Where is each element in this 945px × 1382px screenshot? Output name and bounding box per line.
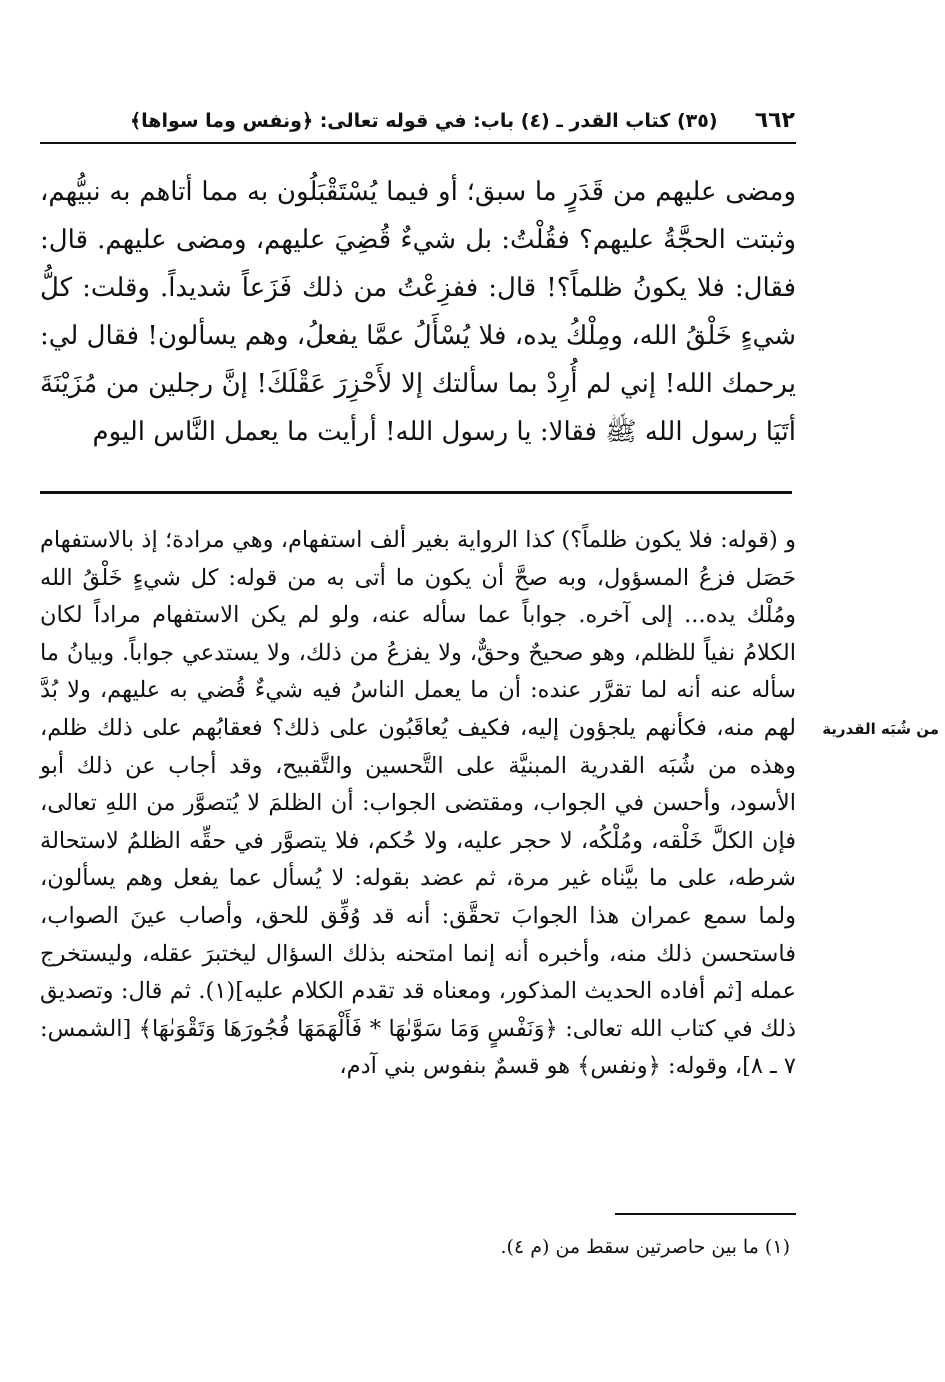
chapter-title: (٣٥) كتاب القدر ـ (٤) باب: في قوله تعالى: ﴿ونفس وما سواها﴾	[130, 110, 718, 132]
running-header	[130, 100, 795, 140]
margin-note: من شُبَه القدرية	[822, 720, 939, 738]
footnote-rule	[615, 1213, 796, 1215]
commentary-text: و (قوله: فلا يكون ظلماً؟) كذا الرواية بغير ألف استفهام، وهي مرادة؛ إذ بالاستفهام حَصَل فزعُ المسؤول، وبه صحَّ أن يكون ما أتى به من قوله: كل شيءٍ خَلْقُ الله ومُلْك يده... إلى آخره. جواباً عما سأله عنه، ولو لم يكن الاستفهام مراداً لكان الكلامُ نفياً للظلم، وهو صحيحٌ وحقٌّ، ولا يفزعُ من ذلك، ولا يستدعي جواباً. وبيانُ ما سأله عنه أنه لما تقرَّر عنده: أن ما يعمل الناسُ فيه شيءٌ قُضي به عليهم، ولا بُدَّ لهم منه، فكأنهم يلجؤون إليه، فكيف يُعاقَبُون على ذلك؟ فعقابُهم على ذلك ظلم، وهذه من شُبَه القدرية المبنيَّة على التَّحسين والتَّقبيح، وقد أجاب عن ذلك أبو الأسود، وأحسن في الجواب، ومقتضى الجواب: أن الظلمَ لا يُتصوَّر من اللهِ تعالى، فإن الكلَّ خَلْقه، ومُلْكُه، لا حجر عليه، ولا حُكم، فلا يتصوَّر في حقِّه الظلمُ لاستحالة شرطه، على ما بيَّناه غير مرة، ثم عضد بقوله: لا يُسأل عما يفعل وهم يسألون، ولما سمع عمران هذا الجوابَ تحقَّق: أنه قد وُفِّق للحق، وأصاب عينَ الصواب، فاستحسن ذلك منه، وأخبره أنه إنما امتحنه بذلك السؤال ليختبرَ عقله، وليستخرج عمله [ثم أفاده الحديث المذكور، ومعناه قد تقدم الكلام عليه](١). ثم قال: وتصديق ذلك في كتاب الله تعالى: ﴿وَنَفْسٍ وَمَا سَوَّىٰهَا * فَأَلْهَمَهَا فُجُورَهَا وَتَقْوَىٰهَا﴾ [الشمس: ٧ ـ ٨]، وقوله: ﴿ونفس﴾ هو قسمٌ بنفوس بني آدم،	[40, 527, 796, 1080]
footnote: (١) ما بين حاصرتين سقط من (م ٤).	[500, 1236, 790, 1258]
hadith-text: ومضى عليهم من قَدَرٍ ما سبق؛ أو فيما يُسْتَقْبَلُون به مما أتاهم به نبيُّهم، وثبتت الحجَّةُ عليهم؟ فقُلْتُ: بل شيءٌ قُضِيَ عليهم، ومضى عليهم. قال: فقال: فلا يكونُ ظلماً؟! قال: ففزِعْتُ من ذلك فَزَعاً شديداً. وقلت: كلُّ شيءٍ خَلْقُ الله، ومِلْكُ يده، فلا يُسْأَلُ عمَّا يفعلُ، وهم يسألون! فقال لي: يرحمك الله! إني لم أُرِدْ بما سألتك إلا لأَحْزِرَ عَقْلَكَ! إنَّ رجلين من مُزَيْنَةَ أتَيَا رسول الله ﷺ فقالا: يا رسول الله! أرأيت ما يعمل النَّاس اليوم	[40, 177, 796, 447]
header-rule	[40, 142, 796, 144]
section-divider	[40, 491, 792, 494]
page-number: ٦٦٢	[754, 108, 795, 133]
